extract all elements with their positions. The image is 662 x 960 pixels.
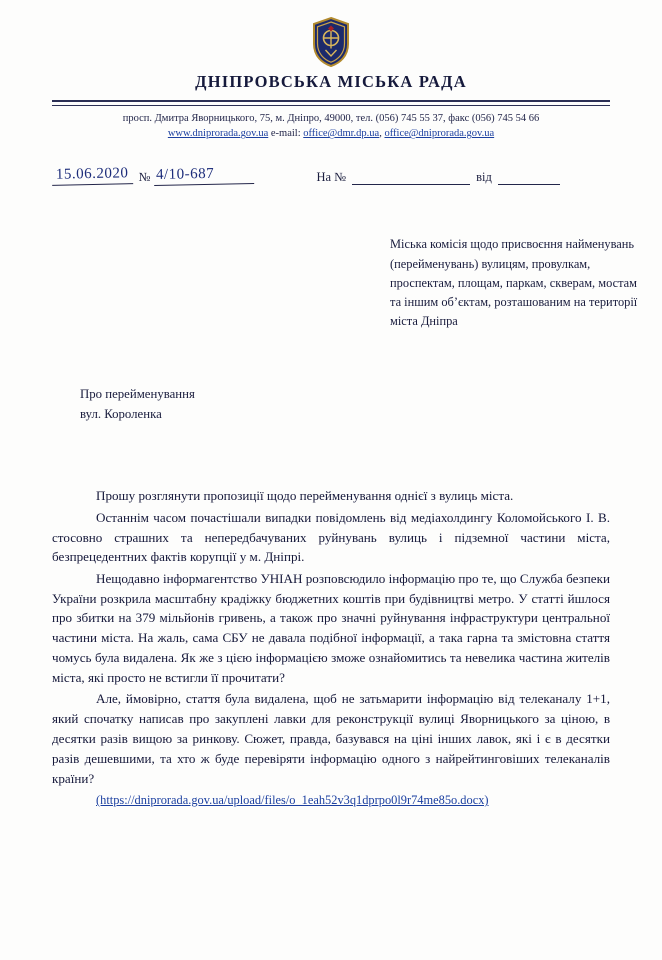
number-label: № — [138, 170, 151, 185]
incoming-number-field — [352, 172, 470, 185]
from-date-label: від — [476, 170, 492, 185]
letterhead — [52, 0, 610, 141]
reference-row — [52, 159, 610, 185]
source-url-paragraph — [52, 790, 610, 810]
subject-line-1: Про перейменування — [80, 386, 195, 401]
document-date: 15.06.2020 — [52, 166, 133, 187]
document-number: 4/10-687 — [154, 165, 254, 186]
contact-address: просп. Дмитра Яворницького, 75, м. Дніпро, 49000, тел. (056) 745 55 37, факс (056) 745 54 66 — [122, 113, 540, 124]
email-link-primary[interactable]: office@dmr.dp.ua — [303, 128, 380, 140]
subject-line-2: вул. Короленка — [80, 407, 162, 421]
organization-title: ДНІПРОВСЬКА МІСЬКА РАДА — [195, 72, 467, 91]
email-label: e-mail: — [270, 128, 301, 140]
contact-block — [52, 111, 610, 141]
body-paragraph: Останнім часом почастішали випадки повідомлень від медіахолдингу Коломойського І. В. стосовно страшних та непередбачуваних руйнувань вулиць і підземної частини міста, безпрецедентних фактів корупції у м. Дніпрі. — [52, 509, 610, 565]
letter-body — [52, 486, 610, 809]
subject-block — [80, 384, 610, 425]
header-divider — [52, 100, 610, 106]
addressee-block: Міська комісія щодо присвоєння найменувань (перейменувань) вулицям, провулкам, проспектам, площам, паркам, скверам, мостам та іншим об’єктам, розташованим на території міста Дніпра — [390, 237, 638, 329]
body-paragraph: Але, ймовірно, стаття була видалена, щоб не затьмарити інформацію від телеканалу 1+1, який спочатку написав про закуплені лавки для реконструкції вулиці Яворницького за ціною, в десятки разів вищою за ринкову. Сюжет, правда, базувався на ціні інших лавок, які і є в десятки разів дешевшими, та хто ж буде перевіряти інформацію одного з найрейтинговіших телеканалів країни? — [52, 691, 610, 786]
from-date-field — [498, 172, 560, 185]
website-link[interactable]: www.dniprorada.gov.ua — [167, 128, 269, 140]
source-document-link[interactable]: (https://dniprorada.gov.ua/upload/files/o_1eah52v3q1dprpo0l9r74me85o.docx) — [96, 793, 489, 808]
body-paragraph: Нещодавно інформагентство УНІАН розповсюдило інформацію про те, що Служба безпеки України розкрила масштабну крадіжку бюджетних коштів при будівництві метро. У статті йшлося про збитки на 379 мільйонів гривень, а також про значні руйнування інфраструктури центральної частини міста. На жаль, сама СБУ не давала подібної інформації, а така гарна та змістовна стаття чомусь була видалена. Як же з цією інформацією зможе ознайомитись та невелика частина жителів міста, які просто не встигли її прочитати? — [52, 570, 610, 686]
email-separator: , — [379, 128, 382, 140]
email-link-secondary[interactable]: office@dniprorada.gov.ua — [384, 128, 495, 140]
body-paragraph: Прошу розглянути пропозиції щодо перейменування однієї з вулиць міста. — [96, 488, 514, 504]
incoming-number-label: На № — [316, 170, 347, 185]
coat-of-arms-icon — [310, 16, 352, 68]
